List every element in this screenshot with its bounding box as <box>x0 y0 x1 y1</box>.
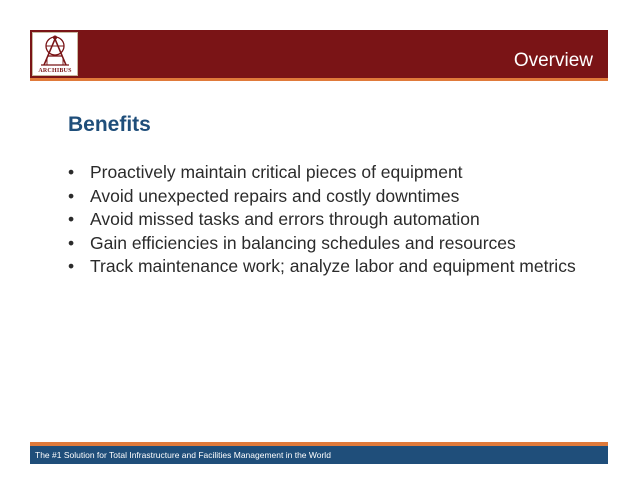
section-title: Overview <box>513 50 593 71</box>
bullet-text: Avoid missed tasks and errors through automation <box>90 209 480 229</box>
bullet-marker: • <box>68 162 75 182</box>
bullet-item <box>68 255 578 279</box>
bullet-text: Gain efficiencies in balancing schedules and resources <box>90 232 516 253</box>
slide-heading: Benefits <box>68 113 151 136</box>
bullet-item <box>68 208 578 232</box>
bullet-text: Avoid unexpected repairs and costly downtimes <box>90 185 460 206</box>
benefits-list <box>68 161 578 279</box>
bullet-marker: • <box>68 232 75 253</box>
logo-wordmark: ARCHIBUS <box>38 68 72 74</box>
bullet-marker: • <box>68 185 75 206</box>
footer-band <box>30 446 608 464</box>
bullet-text: Track maintenance work; analyze labor and equipment metrics <box>90 256 576 276</box>
bullet-text: Proactively maintain critical pieces of equipment <box>90 162 463 182</box>
bullet-marker: • <box>68 209 75 229</box>
bullet-marker: • <box>68 256 75 276</box>
header-accent-rule <box>30 78 608 81</box>
bullet-item <box>68 232 578 256</box>
archibus-logo-icon <box>32 32 78 76</box>
bullet-item <box>68 185 578 209</box>
footer-tagline: The #1 Solution for Total Infrastructure and Facilities Management in the World <box>35 450 331 460</box>
bullet-item <box>68 161 578 185</box>
